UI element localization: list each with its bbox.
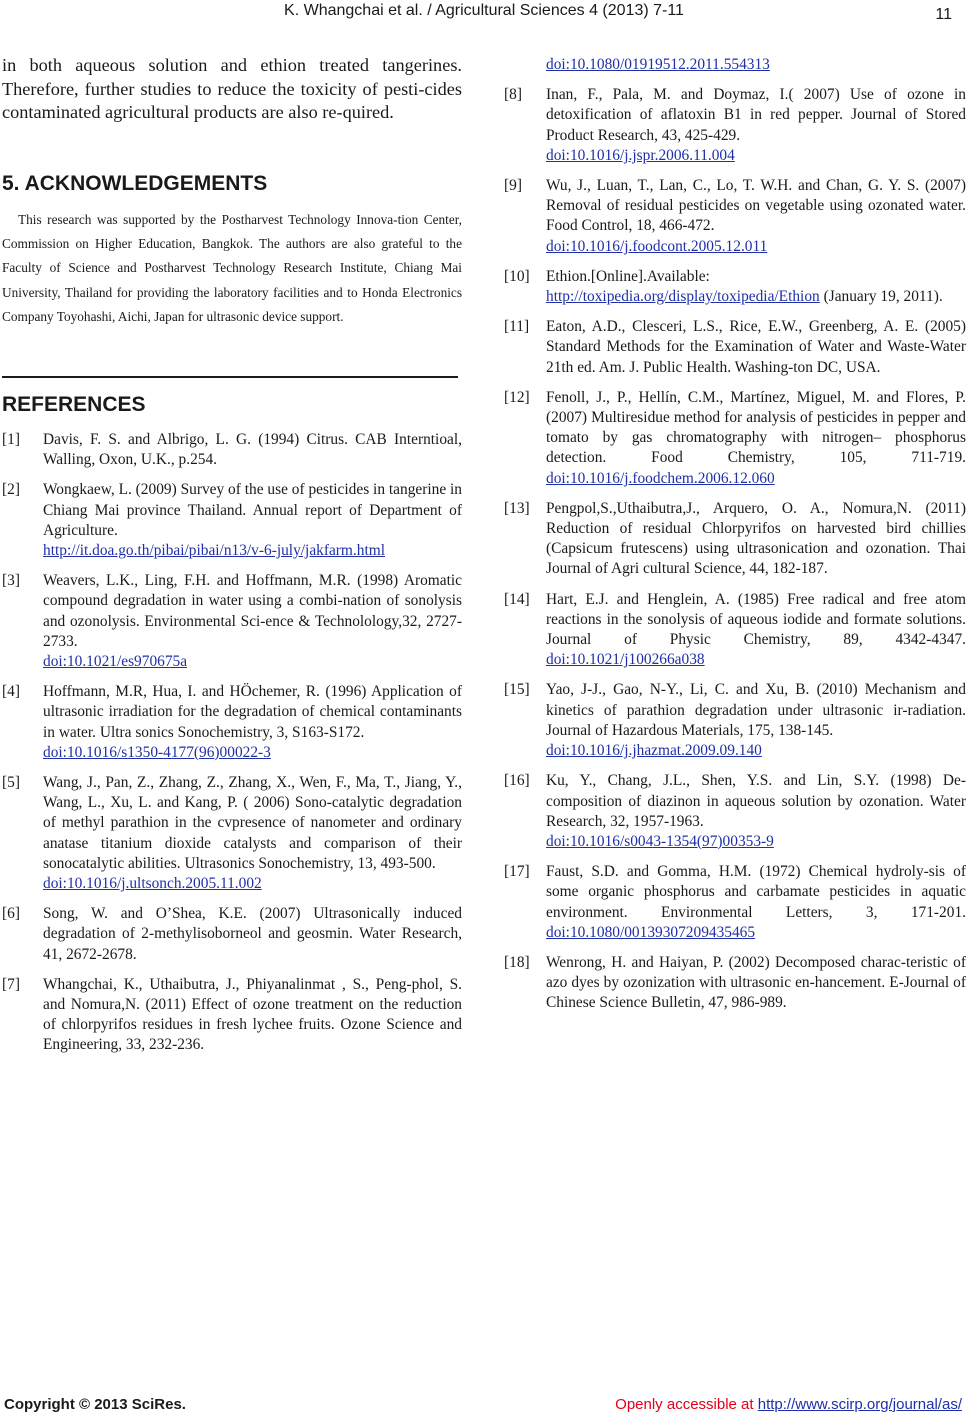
section-divider [2, 376, 458, 378]
journal-link[interactable]: http://www.scirp.org/journal/as/ [757, 1396, 962, 1413]
open-access-label: Openly accessible at [615, 1396, 754, 1413]
reference-text: Wongkaew, L. (2009) Survey of the use of pesticides in tangerine in Chiang Mai province Thailand. Annual report of Department of Agriculture. [43, 481, 462, 539]
reference-text: Hoffmann, M.R, Hua, I. and HÖchemer, R. (1996) Application of ultrasonic irradiation for the degradation of chemical contaminants in water. Ultra sonics Sonochemistry, 3, S163-S172. [43, 683, 462, 741]
reference-item [504, 499, 966, 580]
page-number: 11 [935, 6, 952, 23]
reference-text: Davis, F. S. and Albrigo, L. G. (1994) Citrus. CAB Interntioal, Walling, Oxon, U.K., p.254. [43, 431, 462, 469]
reference-item [504, 317, 966, 378]
reference-number: [13] [504, 499, 530, 517]
reference-item [504, 771, 966, 852]
reference-text: Faust, S.D. and Gomma, H.M. (1972) Chemical hydroly-sis of some organic phosphorus and carbamate pesticides in aquatic environment. Environmental Letters, 3, 171-201. [546, 863, 966, 921]
reference-link[interactable]: http://it.doa.go.th/pibai/pibai/n13/v-6-july/jakfarm.html [43, 542, 385, 560]
reference-item [2, 773, 462, 894]
reference-text: Wu, J., Luan, T., Lan, C., Lo, T. W.H. and Chan, G. Y. S. (2007) Removal of residual pesticides on vegetable using ozonated water. Food Control, 18, 466-472. [546, 177, 966, 235]
reference-text: Weavers, L.K., Ling, F.H. and Hoffmann, M.R. (1998) Aromatic compound degradation in water using a combi-nation of sonolysis and ozonolysis. Environmental Sci-ence & Technolology,32, 2727-2733. [43, 572, 462, 650]
reference-text: Song, W. and O’Shea, K.E. (2007) Ultrasonically induced degradation of 2-methylisoborneol and geosmin. Water Research, 41, 2672-2678. [43, 905, 462, 963]
reference-number: [2] [2, 481, 20, 499]
reference-number: [3] [2, 572, 20, 590]
continued-doi-link[interactable]: doi:10.1080/01919512.2011.554313 [546, 56, 770, 73]
reference-item [2, 682, 462, 763]
reference-text: Wang, J., Pan, Z., Zhang, Z., Zhang, X., Wen, F., Ma, T., Jiang, Y., Wang, L., Xu, L. and Kang, P. ( 2006) Sono-catalytic degradation of methyl parathion in the cvpresence of nanometer and ordinary anatase titanium dioxide catalysts and comparison of their sonocatalytic abilities. Ultrasonics Sonochemistry, 13, 493-500. [43, 774, 462, 872]
reference-number: [18] [504, 953, 530, 971]
references-left-list [2, 430, 462, 1066]
reference-number: [14] [504, 590, 530, 608]
open-access-notice [615, 1396, 962, 1413]
reference-doi-link[interactable]: doi:10.1016/j.jspr.2006.11.004 [546, 146, 735, 164]
running-header [0, 2, 968, 24]
reference-text: Pengpol,S.,Uthaibutra,J., Arquero, O. A., Nomura,N. (2011) Reduction of residual Chlorpyrifos on harvested bird chillies (Capsicum frutescens) using ultrasonication and ozonation. Thai Journal of Agri cultural Science, 44, 182-187. [546, 499, 966, 578]
reference-doi-link[interactable]: doi:10.1080/00139307209435465 [546, 923, 756, 941]
reference-number: [12] [504, 388, 530, 406]
reference-doi-link[interactable]: doi:10.1016/s0043-1354(97)00353-9 [546, 832, 774, 850]
reference-item [504, 85, 966, 166]
reference-item [2, 571, 462, 672]
reference-item [504, 388, 966, 489]
reference-text: Hart, E.J. and Henglein, A. (1985) Free radical and free atom reactions in the sonolysis of aqueous iodide and formate solutions. Journal of Physic Chemistry, 89, 4342-4347. [546, 590, 966, 649]
reference-text: Fenoll, J., P., Hellín, C.M., Martínez, Miguel, M. and Flores, P. (2007) Multiresidue method for analysis of pesticides in pepper and tomato by gas chromatography with nitrogen– phosphorus detection. Food Chemistry, 105, 711-719. [546, 388, 966, 467]
reference-number: [8] [504, 86, 522, 104]
reference-doi-link[interactable]: doi:10.1021/j100266a038 [546, 651, 705, 669]
reference-number: [17] [504, 863, 530, 881]
reference-number: [5] [2, 774, 20, 792]
reference-doi-link[interactable]: doi:10.1016/j.ultsonch.2005.11.002 [43, 875, 262, 893]
acknowledgements-text: This research was supported by the Postharvest Technology Innova-tion Center, Commission on Higher Education, Bangkok. The authors are also grateful to the Faculty of Science and Postharvest Technology Research Institute, Chiang Mai University, Thailand for providing the laboratory facilities and to Honda Electronics Company Toyohashi, Aichi, Japan for ultrasonic device support. [2, 212, 462, 324]
reference-item [504, 176, 966, 257]
reference-item [504, 862, 966, 943]
reference-doi-link[interactable]: doi:10.1021/es970675a [43, 653, 188, 671]
reference-text: Ethion.[Online].Available: [546, 267, 710, 285]
reference-text: Ku, Y., Chang, J.L., Shen, Y.S. and Lin, S.Y. (1998) De-composition of diazinon in aqueous solution by ozonation. Water Research, 32, 1957-1963. [546, 772, 966, 830]
reference-text: Wenrong, H. and Haiyan, P. (2002) Decomposed charac-teristic of azo dyes by ozonization with ultrasonic en-hancement. E-Journal of Chinese Science Bulletin, 47, 986-989. [546, 953, 966, 1012]
reference-doi-link[interactable]: doi:10.1016/j.foodcont.2005.12.011 [546, 237, 768, 255]
reference-number: [15] [504, 681, 530, 699]
reference-item [2, 904, 462, 965]
reference-number: [1] [2, 431, 20, 448]
reference-text: Whangchai, K., Uthaibutra, J., Phiyanalinmat , S., Peng-phol, S. and Nomura,N. (2011) Effect of ozone treatment on the reduction of chlorpyrifos residues in fresh lychee fruits. Ozone Science and Engineering, 33, 232-236. [43, 975, 462, 1054]
reference-item [504, 590, 966, 671]
reference-item [504, 267, 966, 307]
reference-number: [4] [2, 683, 20, 701]
references-heading: REFERENCES [2, 393, 146, 416]
reference-number: [7] [2, 975, 20, 993]
reference-number: [6] [2, 905, 20, 923]
intro-paragraph: in both aqueous solution and ethion treated tangerines. Therefore, further studies to reduce the toxicity of pesti-cides contaminated agricultural products are also re-quired. [2, 55, 462, 122]
reference-doi-link[interactable]: doi:10.1016/j.foodchem.2006.12.060 [546, 469, 775, 487]
reference-item [504, 680, 966, 761]
right-column [504, 54, 966, 1024]
acknowledgements-heading: 5. ACKNOWLEDGEMENTS [2, 172, 268, 195]
page-footer [0, 1396, 968, 1416]
left-column [2, 54, 462, 1054]
copyright-notice: Copyright © 2013 SciRes. [4, 1396, 186, 1413]
reference-number: [10] [504, 267, 530, 285]
reference-doi-link[interactable]: doi:10.1016/s1350-4177(96)00022-3 [43, 743, 271, 761]
reference-number: [9] [504, 177, 522, 195]
reference-number: [11] [504, 318, 530, 336]
reference-number: [16] [504, 772, 530, 790]
reference-text: Inan, F., Pala, M. and Doymaz, I.( 2007) Use of ozone in detoxification of aflatoxin B1 in red pepper. Journal of Stored Product Research, 43, 425-429. [546, 86, 966, 144]
running-title: K. Whangchai et al. / Agricultural Sciences 4 (2013) 7-11 [284, 2, 684, 19]
reference-text: Yao, J-J., Gao, N-Y., Li, C. and Xu, B. (2010) Mechanism and kinetics of parathion degradation under ultrasonic ir-radiation. Journal of Hazardous Materials, 175, 138-145. [546, 681, 966, 739]
reference-item [2, 975, 462, 1056]
reference-item [2, 430, 462, 470]
reference-web-link[interactable]: http://toxipedia.org/display/toxipedia/Ethion [546, 288, 820, 306]
reference-text: Eaton, A.D., Clesceri, L.S., Rice, E.W., Greenberg, A. E. (2005) Standard Methods for the Examination of Water and Waste-Water 21th ed. Am. J. Public Health. Washing-ton DC, USA. [546, 318, 966, 376]
reference-tail: (January 19, 2011). [823, 288, 943, 306]
reference-item [504, 953, 966, 1014]
reference-item [2, 480, 462, 561]
reference-doi-link[interactable]: doi:10.1016/j.jhazmat.2009.09.140 [546, 742, 762, 760]
